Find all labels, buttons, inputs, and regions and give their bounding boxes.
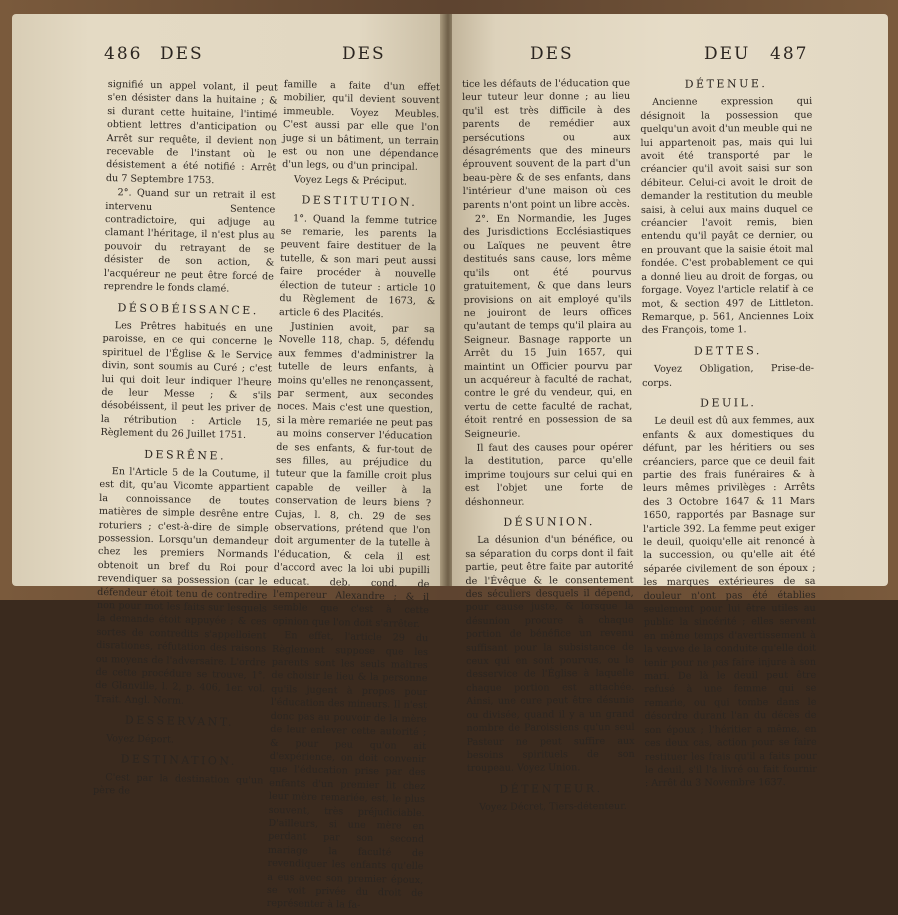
paragraph: 1°. Quand la femme tutrice se remarie, les parents la peuvent faire destituer de la tutelle, & son mari peut aussi faire procéder à nouvelle élection de tuteur : article 10 du Règlement de 1673, & article 6 des Placités. — [278, 212, 438, 320]
paragraph: Justinien avoit, par sa Novelle 118, chap. 5, défendu aux femmes d'administrer la tutelle de leurs enfants, à moins qu'elles ne renonçassent, par serment, aux secondes noces. Mais c'est une question, si la mère remariée ne peut pas au moins conserver l'éducation de ses enfants, & fur-tout de ses filles, au préjudice du tuteur que la famille croit plus capable de veiller à la conservation de leurs biens ? Cujas, l. 8, ch. 29 de ses observations, prétend que l'on doit argumenter de la tutelle à l'éducation, & cela il est d'accord avec la loi ubi pupilli educat. deb. cond. de l'empereur Alexandre ; & il semble que c'est à cette opinion que l'on doit s'arrêter. — [272, 321, 435, 630]
paragraph: En l'Article 5 de la Coutume, il est dit, qu'au Vicomte appartient la connoissance de toutes matières de simple desrêne entre roturiers ; c'est-à-dire de simple possession. Lorsqu'un demandeur chez les premiers Normands obtenoit un bref du Roi pour revendiquer sa possession (car le défendeur étoit tenu de contredire non pour mot les faits sur lesquels la demande étoit appuyée ; & ces sortes de contredits s'appelloient disrationes, réfutation des raisons ou moyens de l'adversaire. L'ordre de cette procédure se trouve, 1°. de Glanville, l. 2, p. 406, 1er. vol. Trait. Angl. Norm. — [94, 466, 270, 707]
entry-heading: DÉTENUE. — [684, 77, 768, 91]
entry-heading: DÉSOBÉISSANCE. — [117, 300, 259, 317]
paragraph: Voyez Legs & Préciput. — [293, 174, 408, 188]
paragraph: C'est par la destination qu'un père de — [92, 771, 264, 797]
entry-heading: DEUIL. — [700, 396, 757, 410]
paragraph: signifié un appel volant, il peut s'en désister dans la huitaine ; & si durant cette huitaine, l'intimé obtient lettres d'anticipation ou Arrêt sur requête, il devient non recevable de l'instant où le désistement a été notifié : Arrêt du 7 Septembre 1753. — [105, 78, 278, 187]
paragraph: En effet, l'article 29 du Règlement suppose que les parents sont les seuls maîtres de choisir le lieu & la personne qu'ils jugent à propos pour l'éducation des mineurs. Il n'est donc pas au pouvoir de la mère de leur enlever cette autorité ; & pour peu qu'on ait d'expérience, on doit convenir que l'éducation prise par des enfants d'un premier lit chez leur mère remariée, est, le plus souvent, très préjudiciable. D'ailleurs, si une mère en perdant par son second mariage la faculté de revendiquer les enfants qu'elle a eus avec son premier époux, se voit privée du droit de représenter à la fa- — [266, 630, 429, 912]
running-head-left-b: DES — [342, 44, 386, 64]
paragraph: 2°. En Normandie, les Juges des Jurisdictions Ecclésiastiques ou Laïques ne peuvent être destitués sans cause, lors même qu'ils ont été pourvus gratuitement, & que dans leurs provisions on ait employé qu'ils ne jouiront de leurs offices qu'autant de temps qu'il plaira au Seigneur. Basnage rapporte un Arrêt du 15 Juin 1657, qui maintint un Officier pourvu par un acquéreur à faculté de rachat, contre le gré du vendeur, qui, en vertu de cette faculté de rachat, étoit rentré en possession de sa Seigneurie. — [463, 212, 633, 440]
left-column-2 — [267, 78, 440, 915]
paragraph: 2°. Quand sur un retrait il est intervenu Sentence contradictoire, qui adjuge au clamant l'héritage, il n'est plus au pouvoir du retrayant de se désister de son action, & l'acquéreur ne peut être forcé de reprendre le fonds clamé. — [103, 187, 276, 295]
left-column-1 — [93, 78, 278, 802]
paragraph: Ancienne expression qui désignoit la possession que quelqu'un avoit d'un meuble qui ne lui appartenoit pas, mais qui lui avoit été transporté par le créancier qu'il avoit saisi sur son débiteur. Celui-ci avoit le droit de demander la restitution du meuble saisi, à celui aux mains duquel ce créancier l'avoit remis, bien entendu qu'il payât ce dernier, ou en prouvant que la saisie étoit mal fondée. C'est probablement ce qui a donné lieu au droit de forgas, ou forgage. Voyez l'article relatif à ce mot, & section 497 de Littleton. Remarque, p. 561, Anciennes Loix des François, tome 1. — [640, 96, 814, 337]
page-number-right: 487 — [770, 44, 809, 64]
right-page — [452, 14, 888, 814]
paragraph: tice les défauts de l'éducation que leur tuteur leur donne ; au lieu qu'il est très difficile à des parents de remédier aux persécutions ou aux désagréments que des mineurs éprouvent souvent de la part d'un beau-père & de ses enfants, dans l'intérieur d'une maison où ces parents n'ont point un libre accès. — [462, 77, 631, 211]
paragraph: famille a faite d'un effet mobilier, qu'il devient souvent immeuble. Voyez Meubles. C'est aussi par elle que l'on juge si un bâtiment, un terrain est ou non une dépendance d'un legs, ou d'un principal. — [282, 78, 440, 174]
running-head-right-a: DES — [530, 44, 574, 64]
page-number-left: 486 — [104, 44, 143, 64]
running-head-left-a: DES — [160, 44, 204, 64]
left-page — [12, 14, 444, 912]
entry-heading: DESRÊNE. — [144, 447, 227, 463]
entry-heading: DESTITUTION. — [301, 193, 418, 210]
paragraph: Voyez Obligation, Prise-de-corps. — [642, 362, 815, 389]
running-head-right-b: DEU — [704, 44, 751, 64]
paragraph: Les Prêtres habitués en une paroisse, en ce qui concerne le spirituel de l'Église & le Service divin, sont soumis au Curé ; c'est lui qui doit leur indiquer l'heure de leur Messe ; & s'ils désobéissent, il peut les priver de la rétribution : Article 15, Règlement du 26 Juillet 1751. — [100, 320, 273, 442]
entry-heading: DESSERVANT. — [124, 713, 235, 730]
right-column-1 — [462, 77, 635, 816]
entry-heading: DÉSUNION. — [503, 515, 595, 529]
paragraph: Le deuil est dû aux femmes, aux enfants & aux domestiques du défunt, par les héritiers ou ses créanciers, parce que ce deuil fait partie des frais funéraires & à leurs mêmes privilèges : Arrêts des 3 Octobre 1647 & 11 Mars 1650, rapportés par Basnage sur l'article 392. La femme peut exiger le deuil, quoiqu'elle ait renoncé à la succession, ou qu'elle ait été séparée civilement de son époux ; les marques extérieures de sa douleur n'ont pas été établies seulement pour lui être utiles au public la sincérité ; elles servent en même temps d'avertissement à la veuve de la conduite qu'elle doit tenir pour ne pas faire injure à son mari. De là le deuil peut être refusé à une femme qui se remarie, ou qui tombe dans le désordre durant l'an du décès de son époux ; l'héritier a même, en ces deux cas, action pour se faire restituer les frais qu'il a faits pour le deuil, s'il l'a livré ou fait fournir : Arrêt du 3 Novembre 1637. — [642, 415, 817, 790]
paragraph: Voyez Décret, Tiers-détenteur. — [479, 800, 627, 814]
paragraph: La désunion d'un bénéfice, ou sa séparation du corps dont il fait partie, peut être faite par autorité de l'Évêque & le consentement des séculiers desquels il dépend, pour cause juste, & lorsque la désunion procure à chaque portion de bénéfice un revenu suffisant pour la subsistance de ceux qui en sont pourvus, ou le desservice de l'Église à laquelle chaque portion est attachée. Ainsi, une cure peut être désunie ou divisée, quand il y a un grand nombre de Paroissiens qu'un seul Pasteur ne peut suffire aux besoins spirituels de son troupeau. Voyez Union. — [465, 534, 635, 775]
entry-heading: DESTINATION. — [120, 752, 237, 768]
paragraph: Voyez Déport. — [106, 732, 175, 746]
paragraph: Il faut des causes pour opérer la destitution, parce qu'elle imprime toujours sur celui qui en est l'objet une forte de déshonneur. — [464, 441, 633, 508]
entry-heading: DÉTENTEUR. — [499, 781, 603, 796]
entry-heading: DETTES. — [693, 343, 762, 358]
right-column-2 — [640, 77, 817, 792]
